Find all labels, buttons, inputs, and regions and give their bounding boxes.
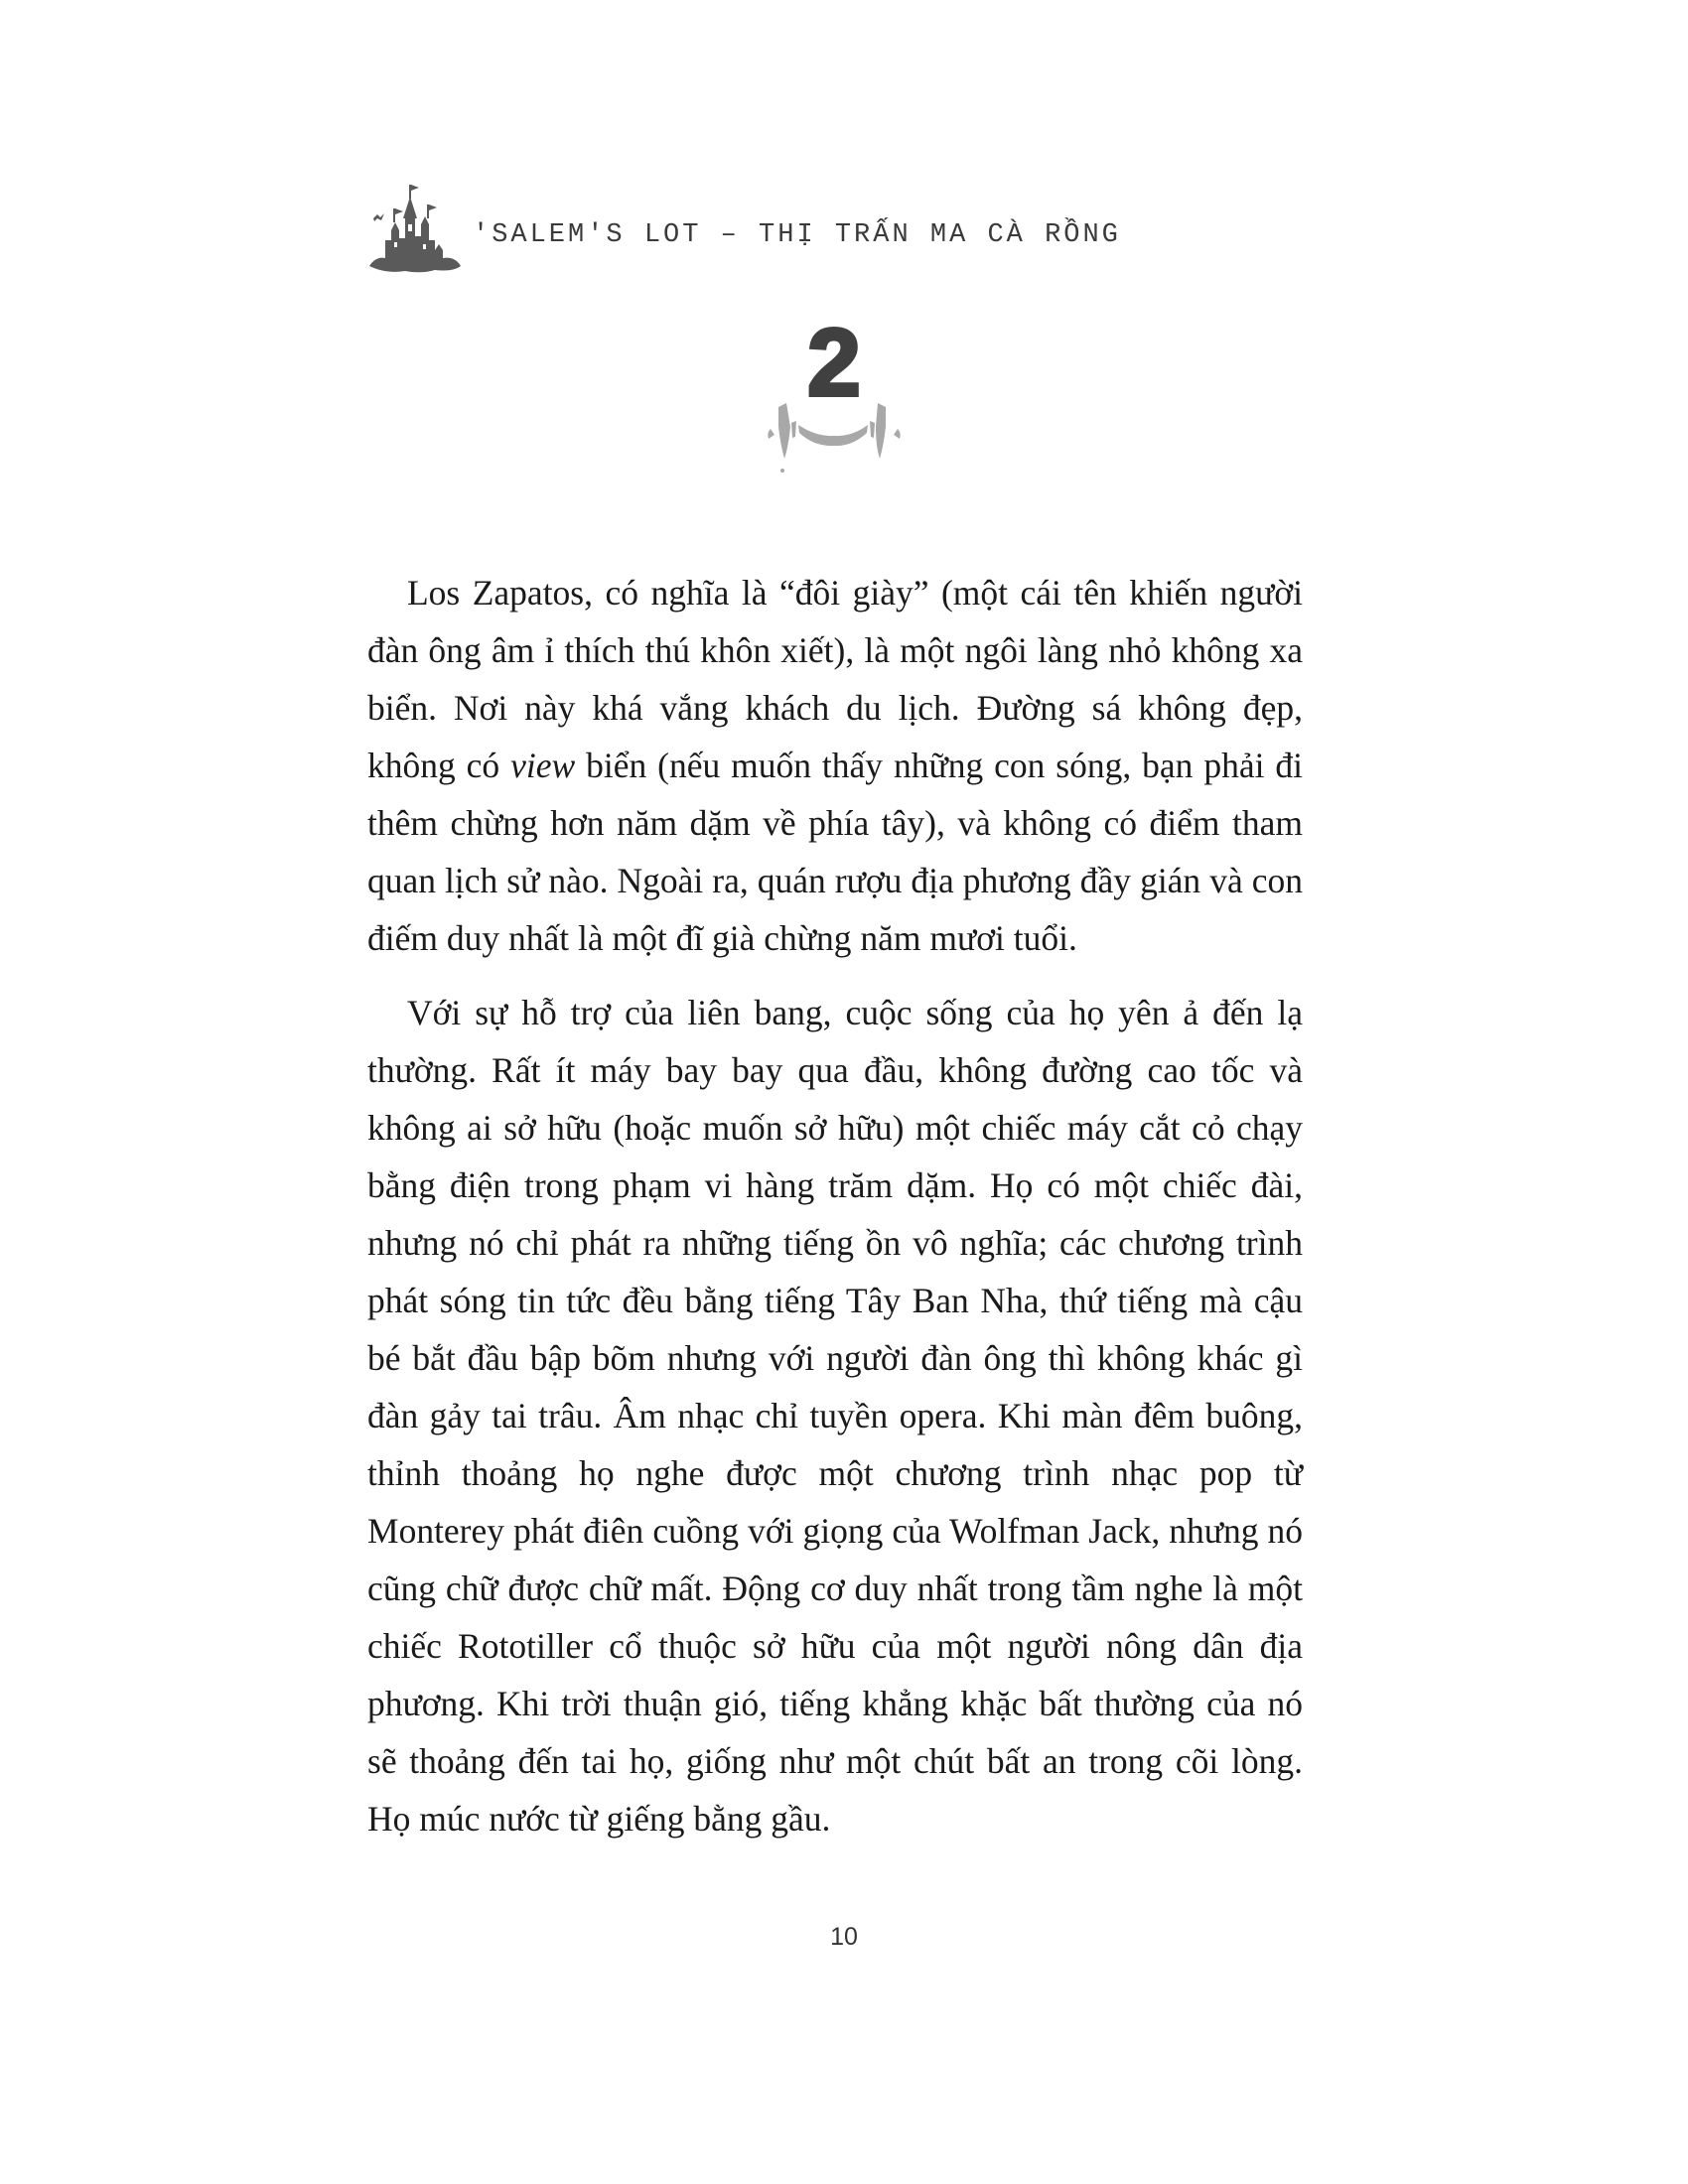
paragraph-2: Với sự hỗ trợ của liên bang, cuộc sống của họ yên ả đến lạ thường. Rất ít máy bay bay qua đầu, không đường cao tốc và không ai sở hữu (hoặc muốn sở hữu) một chiếc máy cắt cỏ chạy bằng điện trong phạm vi hàng trăm dặm. Họ có một chiếc đài, nhưng nó chỉ phát ra những tiếng ồn vô nghĩa; các chương trình phát sóng tin tức đều bằng tiếng Tây Ban Nha, thứ tiếng mà cậu bé bắt đầu bập bõm nhưng với người đàn ông thì không khác gì đàn gảy tai trâu. Âm nhạc chỉ tuyền opera. Khi màn đêm buông, thỉnh thoảng họ nghe được một chương trình nhạc pop từ Monterey phát điên cuồng với giọng của Wolfman Jack, nhưng nó cũng chữ được chữ mất. Động cơ duy nhất trong tầm nghe là một chiếc Rototiller cổ thuộc sở hữu của một người nông dân địa phương. Khi trời thuận gió, tiếng khẳng khặc bất thường của nó sẽ thoảng đến tai họ, giống như một chút bất an trong cõi lòng. Họ múc nước từ giếng bằng gầu. (367, 993, 1303, 1839)
chapter-number-mark (765, 308, 904, 496)
italic-word: view (510, 746, 576, 785)
castle-icon (365, 179, 465, 278)
running-title: 'SALEM'S LOT – THỊ TRẤN MA CÀ RỒNG (473, 220, 1121, 250)
paragraph-1: Los Zapatos, có nghĩa là “đôi giày” (một cái tên khiến người đàn ông âm ỉ thích thú khôn xiết), là một ngôi làng nhỏ không xa biển. Nơi này khá vắng khách du lịch. Đường sá không đẹp, không có view biển (nếu muốn thấy những con sóng, bạn phải đi thêm chừng hơn năm dặm về phía tây), và không có điểm tham quan lịch sử nào. Ngoài ra, quán rượu địa phương đầy gián và con điếm duy nhất là một đĩ già chừng năm mươi tuổi. (367, 573, 1303, 958)
page-number: 10 (830, 1923, 858, 1951)
running-head (365, 179, 1121, 278)
chapter-text (367, 564, 1303, 1847)
chapter-number: 2 (807, 310, 861, 416)
